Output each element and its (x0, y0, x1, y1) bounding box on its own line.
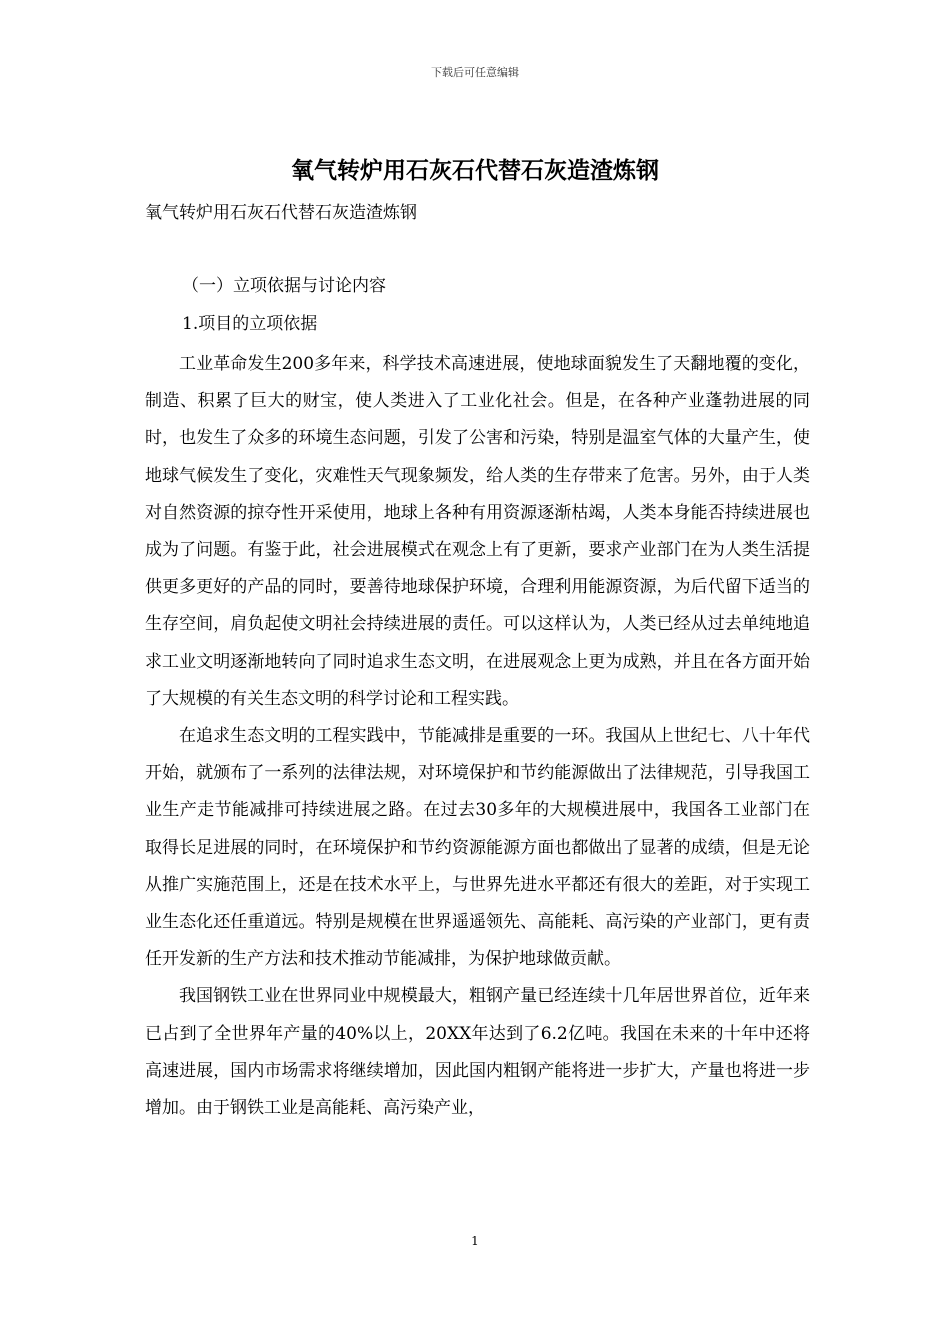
page-header: 下载后可任意编辑 (431, 66, 519, 79)
paragraph-2: 在追求生态文明的工程实践中，节能减排是重要的一环。我国从上世纪七、八十年代开始，就颁布了一系列的法律法规，对环境保护和节约能源做出了法律规范，引导我国工业生产走节能减排可持续进展之路。在过去30多年的大规模进展中，我国各工业部门在取得长足进展的同时，在环境保护和节约资源能源方面也都做出了显著的成绩，但是无论从推广实施范围上，还是在技术水平上，与世界先进水平都还有很大的差距，对于实现工业生态化还任重道远。特别是规模在世界遥遥领先、高能耗、高污染的产业部门，更有责任开发新的生产方法和技术推动节能减排，为保护地球做贡献。 (145, 726, 810, 970)
document-subtitle: 氧气转炉用石灰石代替石灰造渣炼钢 (145, 203, 417, 223)
body-text (145, 346, 810, 1127)
paragraph-1: 工业革命发生200多年来，科学技术高速进展，使地球面貌发生了天翻地覆的变化，制造、积累了巨大的财宝，使人类进入了工业化社会。但是，在各种产业蓬勃进展的同时，也发生了众多的环境生态问题，引发了公害和污染，特别是温室气体的大量产生，使地球气候发生了变化，灾难性天气现象频发，给人类的生存带来了危害。另外，由于人类对自然资源的掠夺性开采使用，地球上各种有用资源逐渐枯竭，人类本身能否持续进展也成为了问题。有鉴于此，社会进展模式在观念上有了更新，要求产业部门在为人类生活提供更多更好的产品的同时，要善待地球保护环境，合理利用能源资源，为后代留下适当的生存空间，肩负起使文明社会持续进展的责任。可以这样认为，人类已经从过去单纯地追求工业文明逐渐地转向了同时追求生态文明，在进展观念上更为成熟，并且在各方面开始了大规模的有关生态文明的科学讨论和工程实践。 (145, 354, 810, 709)
paragraph-3: 我国钢铁工业在世界同业中规模最大，粗钢产量已经连续十几年居世界首位，近年来已占到了全世界年产量的40%以上，20XX年达到了6.2亿吨。我国在未来的十年中还将高速进展，国内市场需求将继续增加，因此国内粗钢产能将进一步扩大，产量也将进一步增加。由于钢铁工业是高能耗、高污染产业， (145, 986, 810, 1119)
section-heading: （一）立项依据与讨论内容 (182, 276, 386, 296)
page-number: 1 (471, 1234, 479, 1248)
document-title: 氧气转炉用石灰石代替石灰造渣炼钢 (291, 157, 659, 184)
subsection-heading: 1.项目的立项依据 (182, 314, 318, 334)
